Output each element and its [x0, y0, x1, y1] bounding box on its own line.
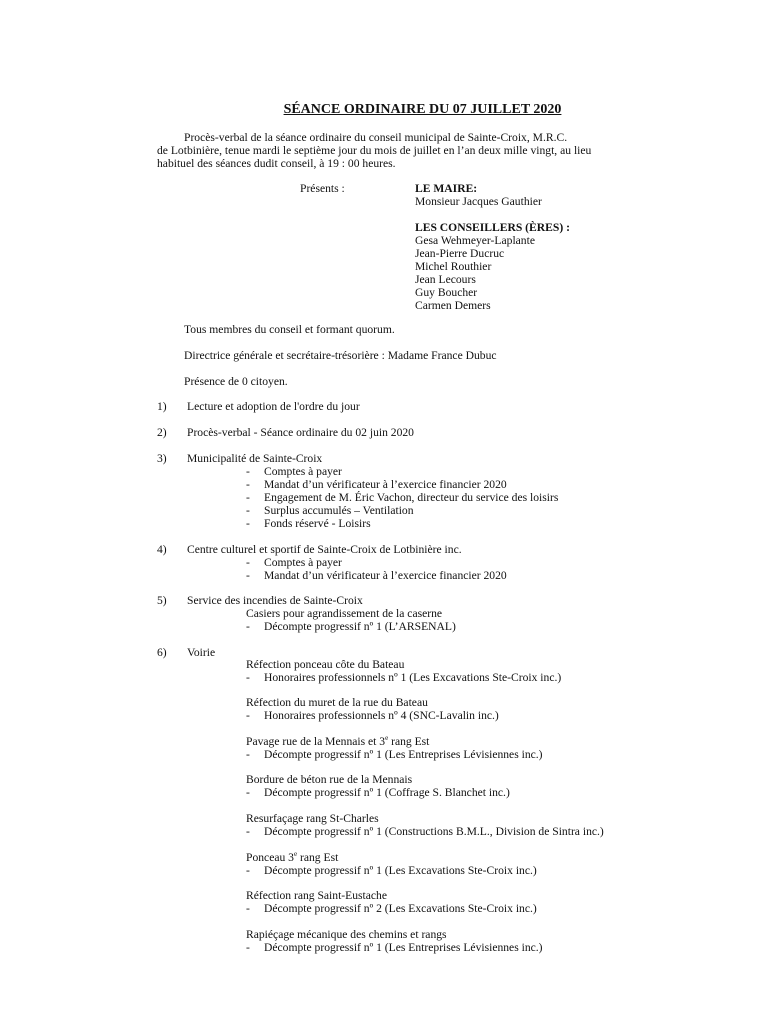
item-number: 1)	[157, 400, 167, 413]
intro-line: Procès-verbal de la séance ordinaire du conseil municipal de Sainte-Croix, M.R.C.	[184, 131, 568, 144]
item-number: 3)	[157, 452, 167, 465]
presents-block	[415, 182, 570, 312]
directrice-text: Directrice générale et secrétaire-trésorière : Madame France Dubuc	[184, 349, 497, 362]
intro-paragraph	[157, 131, 697, 170]
sub-heading: Ponceau 3e rang Est	[246, 850, 339, 864]
conseiller-name: Gesa Wehmeyer-Laplante	[415, 234, 535, 247]
item-text: Municipalité de Sainte-Croix	[187, 452, 323, 465]
sub-heading: Resurfaçage rang St-Charles	[246, 812, 379, 825]
intro-line: habituel des séances dudit conseil, à 19 : 00 heures.	[157, 157, 396, 170]
conseiller-name: Carmen Demers	[415, 299, 491, 312]
item-number: 2)	[157, 426, 167, 439]
item-text: Procès-verbal - Séance ordinaire du 02 juin 2020	[187, 426, 414, 439]
presence-text: Présence de 0 citoyen.	[184, 375, 288, 388]
conseiller-name: Michel Routhier	[415, 260, 492, 273]
sub-heading: Réfection ponceau côte du Bateau	[246, 658, 405, 671]
item-text: Voirie	[187, 646, 216, 659]
intro-line: de Lotbinière, tenue mardi le septième jour du mois de juillet en l’an deux mille vingt, au lieu	[157, 144, 592, 157]
sub-heading: Rapiéçage mécanique des chemins et rangs	[246, 928, 447, 941]
conseiller-name: Guy Boucher	[415, 286, 478, 299]
maire-heading: LE MAIRE:	[415, 182, 478, 195]
item-text: Lecture et adoption de l'ordre du jour	[187, 400, 360, 413]
item-number: 5)	[157, 594, 167, 607]
item-number: 6)	[157, 646, 167, 659]
conseiller-name: Jean-Pierre Ducruc	[415, 247, 505, 260]
document-page: SÉANCE ORDINAIRE DU 07 JUILLET 2020 Procès-verbal de la séance ordinaire du conseil municipal de Sainte-Croix, M.R.C. de Lotbinière, tenue mardi le septième jour du mois de juillet en l’an deux mille vingt, au lieu habituel des séances dudit conseil, à 19 : 00 heures. Présents : LE MAIRE: Monsieur Jacques Gauthier LES CONSEILLERS (ÈRES) : Gesa Wehmeyer-Laplante Jean-Pierre Ducruc Michel Routhier Jean Lecours Guy Boucher Carmen Demers Tous membres du conseil et formant quorum. Directrice générale et secrétaire-trésorière : Madame France Dubuc Présence de 0 citoyen. 1) Lecture et adoption de l'ordre du jour 2) Procès-verbal - Séance ordinaire du 02 juin 2020 3) Municipalité de Sainte-Croix - Comptes à payer - Mandat d’un vérificateur à l’exercice financier 2020 - Engagement de M. Éric Vachon, directeur du service des loisirs - Surplus accumulés – Ventilation - Fonds réservé - Loisirs 4) Centre culturel et sportif de Sainte-Croix de Lotbinière inc. - Comptes à payer - Mandat d’un vérificateur à l’exercice financier 2020 5) Service des incendies de Sainte-Croix Casiers pour agrandissement de la caserne - Décompte progressif nº 1 (L’ARSENAL) 6) Voirie Réfection ponceau côte du Bateau - Honoraires professionnels nº 1 (Les Excavations Ste-Croix inc.) Réfection du muret de la rue du Bateau - Honoraires professionnels nº 4 (SNC-Lavalin inc.) Pavage rue de la Mennais et 3e rang Est - Décompte progressif nº 1 (Les Entreprises Lévisiennes inc.) Bordure de béton rue de la Mennais - Décompte progressif nº 1 (Coffrage S. Blanchet inc.) Resurfaçage rang St-Charles - Décompte progressif nº 1 (Constructions B.M.L., Division de Sintra inc.) Ponceau 3e rang Est - Décompte progressif nº 1 (Les Excavations Ste-Croix inc.) Réfection rang Saint-Eustache - Décompte progressif nº 2 (Les Excavations Ste-Croix inc.) Rapiéçage mécanique des chemins et rangs - Décompte progressif nº 1 (Les Entreprises Lévisiennes inc.)	[0, 0, 770, 1024]
item-text: Service des incendies de Sainte-Croix	[187, 594, 363, 607]
sub-heading: Réfection du muret de la rue du Bateau	[246, 696, 428, 709]
item-text: Centre culturel et sportif de Sainte-Croix de Lotbinière inc.	[187, 543, 462, 556]
presents-label: Présents :	[300, 182, 345, 195]
conseillers-heading: LES CONSEILLERS (ÈRES) :	[415, 221, 570, 234]
quorum-text: Tous membres du conseil et formant quorum.	[184, 323, 395, 336]
maire-name: Monsieur Jacques Gauthier	[415, 195, 542, 208]
item-number: 4)	[157, 543, 167, 556]
sub-heading: Réfection rang Saint-Eustache	[246, 889, 388, 902]
sub-heading: Bordure de béton rue de la Mennais	[246, 773, 413, 786]
sub-heading: Pavage rue de la Mennais et 3e rang Est	[246, 734, 430, 748]
conseiller-name: Jean Lecours	[415, 273, 476, 286]
document-title: SÉANCE ORDINAIRE DU 07 JUILLET 2020	[283, 102, 562, 117]
sub-heading: Casiers pour agrandissement de la caserne	[246, 607, 443, 620]
